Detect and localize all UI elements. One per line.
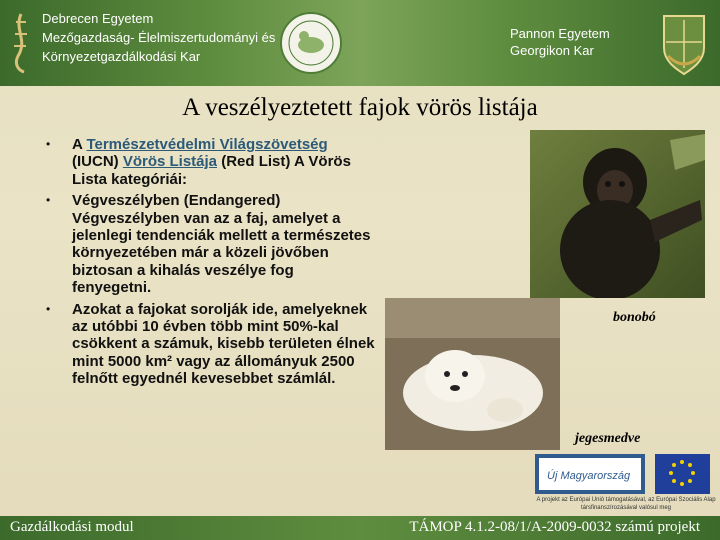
header-left-line-2: Mezőgazdaság- Élelmiszertudományi és [42,30,276,45]
header-left-line-1: Debrecen Egyetem [42,11,154,26]
iucn-link[interactable]: Természetvédelmi Világszövetség [86,136,328,153]
header-left-text [42,9,275,66]
header-right-text [510,25,610,59]
bullet-item-3 [46,301,376,388]
bullet-1-part-1: A [72,136,87,153]
bonobo-caption: bonobó [613,310,656,325]
bonobo-photo [530,130,705,298]
header-right-line-1: Pannon Egyetem [510,26,610,41]
bullet-dot: • [46,137,51,151]
header-left-line-3: Környezetgazdálkodási Kar [42,49,201,64]
footer-project-id: TÁMOP 4.1.2-08/1/A-2009-0032 számú projekt [409,519,700,535]
bullet-1-part-3: (IUCN) [72,153,123,171]
bullet-item-1 [46,136,376,188]
bullet-3-text: Azokat a fajokat sorolják ide, amelyeknek az utóbbi 10 évben több mint 50%-kal csökkent a számuk, kisebb területen élnek mint 5000 km² vagy az állományuk 2500 felnőtt egyednél kevesebbet számlál. [72,300,375,388]
eu-logos [535,450,710,498]
georgikon-shield-icon [660,12,708,76]
eu-logo-text: Új Magyarország [547,470,631,482]
footer-module-name: Gazdálkodási modul [10,519,134,535]
bullet-list [46,136,376,392]
header-right-line-2: Georgikon Kar [510,43,594,58]
polar-bear-caption: jegesmedve [575,431,641,446]
bullet-dot: • [46,301,51,316]
polar-bear-photo [385,298,560,450]
slide-title: A veszélyeztetett fajok vörös listája [182,94,538,121]
bullet-item-2 [46,192,376,296]
bullet-1-part-5: (Red List) A Vörös Lista kategóriái: [72,153,351,188]
red-list-link[interactable]: Vörös Listája [122,153,218,171]
bullet-2-text: Végveszélyben (Endangered) Végveszélyben van az a faj, amelyet a jelenlegi tendenciák mellett a természetes környezetében már a közeli jövőben biztosan a kihalás veszélye fog fenyegetni. [72,192,371,297]
eu-support-note: A projekt az Európai Unió támogatásával, az Európai Szociális Alap társfinanszírozásával valósul meg [536,497,716,511]
bullet-dot: • [46,193,51,208]
debrecen-logo-icon [6,10,36,76]
university-seal-icon [280,12,342,74]
